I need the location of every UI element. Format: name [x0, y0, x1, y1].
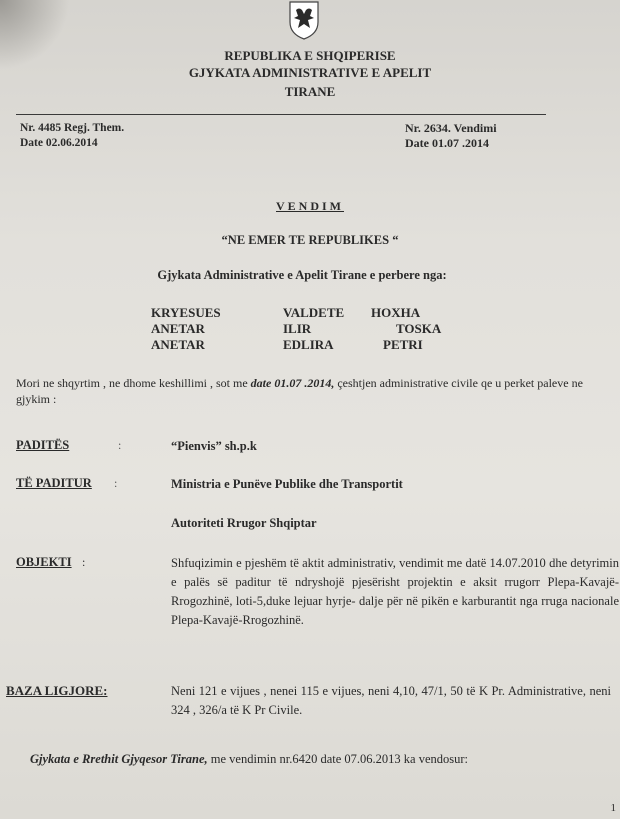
defendant-ministry: Ministria e Punëve Publike dhe Transportit	[171, 477, 403, 491]
object-label: OBJEKTI	[16, 555, 72, 569]
plaintiff-label: PADITËS	[16, 438, 70, 452]
intro-paragraph: Mori ne shqyrtim , ne dhome keshillimi , sot me date 01.07 .2014, çeshtjen administrative civile qe u perket paleve ne gjykim :	[16, 376, 583, 406]
registry-number: Nr. 4485 Regj. Them.	[20, 122, 125, 134]
session-date: date 01.07 .2014,	[250, 376, 335, 390]
double-headed-eagle-emblem-icon	[284, 0, 324, 40]
header-city: TIRANE	[284, 84, 336, 99]
lower-court-name: Gjykata e Rrethit Gjyqesor Tirane,	[30, 752, 208, 766]
document-subtitle: “NE EMER TE REPUBLIKES “	[221, 233, 399, 247]
plaintiff-value: “Pienvis” sh.p.k	[171, 439, 257, 453]
decision-date: Date 01.07 .2014	[405, 136, 489, 150]
defendant-road-authority: Autoriteti Rrugor Shqiptar	[171, 516, 317, 530]
legal-basis-label: BAZA LIGJORE:	[6, 683, 108, 698]
document-title: VENDIM	[276, 199, 344, 213]
closing-paragraph: Gjykata e Rrethit Gjyqesor Tirane, me vendimin nr.6420 date 07.06.2013 ka vendosur:	[30, 752, 469, 766]
header-republic: REPUBLIKA E SHQIPERISE	[224, 48, 396, 63]
panel-row: ANETAR ILIR TOSKA	[151, 321, 442, 336]
page-number: 1	[610, 802, 616, 814]
registry-info	[20, 121, 124, 151]
decision-number: Nr. 2634. Vendimi	[405, 121, 497, 135]
legal-basis-text: Neni 121 e vijues , nenei 115 e vijues, neni 4,10, 47/1, 50 të K Pr. Administrative, neni 324 , 326/a të K Pr Civile.	[171, 684, 611, 717]
object-text: Shfuqizimin e pjeshëm të aktit administrativ, vendimit me datë 14.07.2010 dhe detyrimin e palës së paditur të ndryshojë pjesërisht projektin e aksit rrugorr Plepa-Kavajë-Rrogozhinë, loti-5,duke lejuar hyrje- dalje për në pikën e karburantit nga rruga nacionale Plepa-Kavajë-Rrogozhinë.	[171, 556, 619, 627]
defendant-label: TË PADITUR	[16, 476, 92, 490]
panel-row: KRYESUES VALDETE HOXHA	[151, 305, 421, 320]
panel-row: ANETAR EDLIRA PETRI	[151, 337, 423, 352]
court-composition-line: Gjykata Administrative e Apelit Tirane e perbere nga:	[157, 268, 447, 282]
registry-date: Date 02.06.2014	[20, 137, 98, 149]
header-court: GJYKATA ADMINISTRATIVE E APELIT	[188, 65, 432, 80]
decision-info	[405, 121, 497, 151]
judicial-panel	[151, 305, 441, 353]
header-divider	[16, 114, 546, 115]
